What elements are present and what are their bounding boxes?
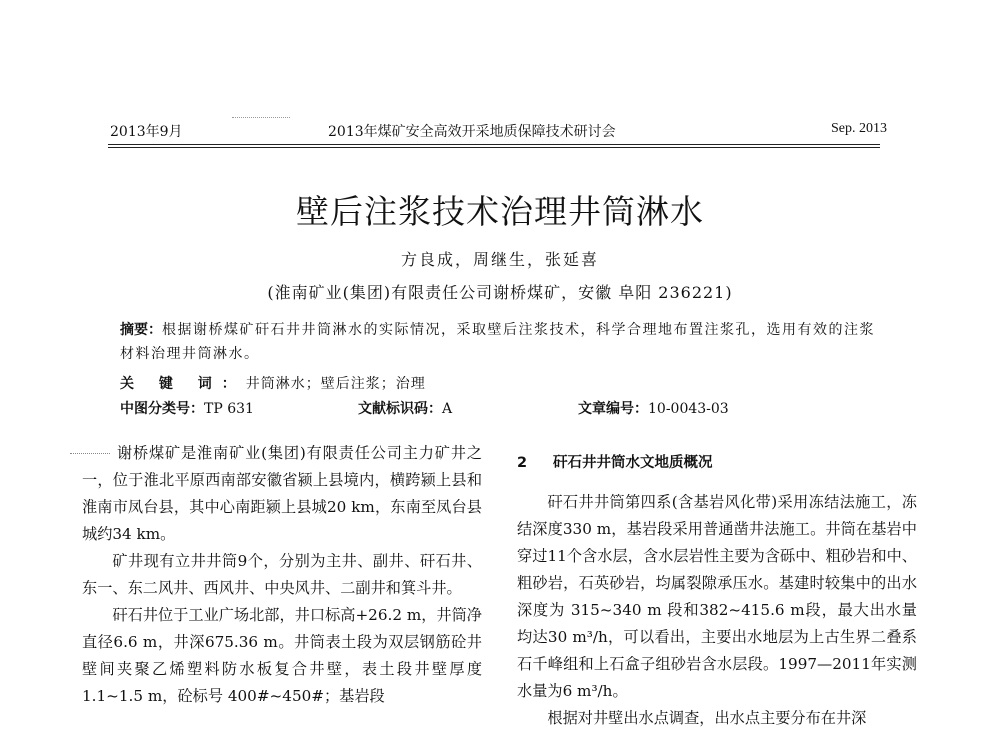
keywords-text: 井筒淋水；壁后注浆；治理 — [245, 376, 426, 392]
body-paragraph: 矸石井井筒第四系(含基岩风化带)采用冻结法施工，冻结深度330 m，基岩段采用普通凿井法施工。井筒在基岩中穿过11个含水层，含水层岩性主要为含砾中、粗砂岩和中、粗砂岩，石英砂岩，均属裂隙承压水。基建时较集中的出水深度为 315~340 m 段和382~415.6 m段，最大出水量均达30 m³/h，可以看出，主要出水地层为上古生界二叠系石千峰组和上石盒子组砂岩含水层段。1997—2011年实测水量为6 m³/h。 — [517, 493, 917, 700]
paper-authors: 方良成，周继生，张延喜 — [400, 250, 599, 269]
clc-value: TP 631 — [204, 401, 254, 417]
header-rule-top — [108, 144, 880, 145]
section-number: 2 — [517, 455, 528, 471]
section-heading — [517, 450, 917, 477]
body-column-right — [517, 440, 917, 732]
article-number-value: 10-0043-03 — [648, 401, 729, 417]
keywords — [120, 373, 426, 393]
body-paragraph: 矿井现有立井井筒9个，分别为主井、副井、矸石井、东一、东二风井、西风井、中央风井、二副井和箕斗井。 — [82, 552, 482, 597]
document-code-label: 文献标识码： — [358, 401, 442, 417]
running-header-date: 2013年9月 — [110, 124, 183, 140]
clc-number — [120, 398, 254, 418]
clc-label: 中图分类号： — [120, 401, 204, 417]
document-code-value: A — [442, 401, 453, 417]
running-header-conference: 2013年煤矿安全高效开采地质保障技术研讨会 — [328, 124, 616, 140]
body-column-left — [82, 440, 482, 710]
article-number — [578, 398, 729, 418]
paper-affiliation: (淮南矿业(集团)有限责任公司谢桥煤矿，安徽 阜阳 236221) — [267, 283, 733, 302]
body-paragraph: 谢桥煤矿是淮南矿业(集团)有限责任公司主力矿井之一，位于淮北平原西南部安徽省颍上县境内，横跨颍上县和淮南市凤台县，其中心南距颍上县城20 km，东南至凤台县城约34 km。 — [82, 444, 482, 543]
running-header-date-en: Sep. 2013 — [831, 121, 887, 136]
keywords-label: 关 键 词： — [120, 376, 246, 392]
header-rule-bottom — [108, 147, 880, 148]
abstract — [120, 318, 880, 366]
document-code — [358, 398, 452, 418]
paper-title: 壁后注浆技术治理井筒淋水 — [296, 192, 704, 231]
abstract-label: 摘要： — [120, 322, 162, 338]
article-number-label: 文章编号： — [578, 401, 648, 417]
body-paragraph: 根据对井壁出水点调查，出水点主要分布在井深 — [547, 709, 867, 727]
abstract-text: 根据谢桥煤矿矸石井井筒淋水的实际情况，采取壁后注浆技术，科学合理地布置注浆孔，选用有效的注浆材料治理井筒淋水。 — [120, 322, 875, 362]
section-title: 矸石井井筒水文地质概况 — [553, 455, 713, 471]
body-paragraph: 矸石井位于工业广场北部，井口标高+26.2 m，井筒净直径6.6 m，井深675.36 m。井筒表土段为双层钢筋砼井壁间夹聚乙烯塑料防水板复合井壁，表土段井壁厚度 1.1~1.5 m，砼标号 400#~450#；基岩段 — [82, 606, 482, 705]
decorative-dotted-line — [232, 117, 290, 118]
